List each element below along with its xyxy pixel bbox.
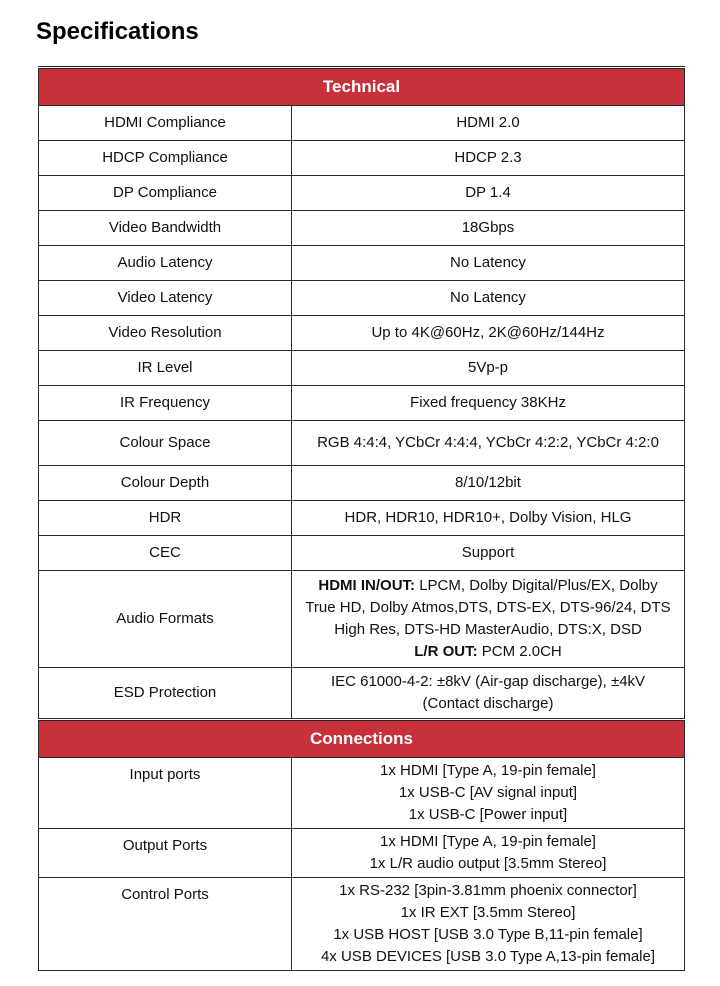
spec-label: Output Ports bbox=[39, 829, 292, 878]
table-row-audio-formats bbox=[39, 571, 685, 668]
spec-label: HDMI Compliance bbox=[39, 106, 292, 141]
spec-label: Video Resolution bbox=[39, 316, 292, 351]
table-row bbox=[39, 246, 685, 281]
spec-value: DP 1.4 bbox=[292, 176, 685, 211]
control-port-line: 1x IR EXT [3.5mm Stereo] bbox=[400, 904, 576, 921]
spec-label: Video Bandwidth bbox=[39, 211, 292, 246]
table-row-output-ports bbox=[39, 829, 685, 878]
spec-label: CEC bbox=[39, 536, 292, 571]
spec-value: HDCP 2.3 bbox=[292, 141, 685, 176]
section-title: Connections bbox=[39, 720, 685, 758]
spec-label: ESD Protection bbox=[39, 668, 292, 720]
table-row bbox=[39, 211, 685, 246]
table-row bbox=[39, 141, 685, 176]
section-header-technical bbox=[39, 68, 685, 106]
table-row bbox=[39, 386, 685, 421]
table-row-input-ports bbox=[39, 758, 685, 829]
esd-line-1: IEC 61000-4-2: ±8kV (Air-gap discharge), ±4kV bbox=[330, 673, 646, 690]
spec-value: 8/10/12bit bbox=[292, 466, 685, 501]
table-row bbox=[39, 466, 685, 501]
table-row bbox=[39, 176, 685, 211]
spec-value: HDR, HDR10, HDR10+, Dolby Vision, HLG bbox=[292, 501, 685, 536]
table-row bbox=[39, 281, 685, 316]
spec-value bbox=[292, 758, 685, 829]
spec-label: Input ports bbox=[39, 758, 292, 829]
table-row bbox=[39, 501, 685, 536]
control-port-line: 4x USB DEVICES [USB 3.0 Type A,13-pin female] bbox=[320, 948, 656, 965]
spec-label: IR Level bbox=[39, 351, 292, 386]
spec-value bbox=[292, 829, 685, 878]
output-port-line: 1x HDMI [Type A, 19-pin female] bbox=[380, 833, 596, 850]
input-port-line: 1x USB-C [AV signal input] bbox=[398, 784, 578, 801]
spec-value bbox=[292, 878, 685, 971]
lr-out-key: L/R OUT: bbox=[414, 643, 478, 660]
spec-value: HDMI 2.0 bbox=[292, 106, 685, 141]
spec-value: Support bbox=[292, 536, 685, 571]
spec-value bbox=[292, 571, 685, 668]
spec-label: HDR bbox=[39, 501, 292, 536]
audio-hdmi-line-3: High Res, DTS-HD MasterAudio, DTS:X, DSD bbox=[334, 621, 642, 638]
spec-label: Colour Depth bbox=[39, 466, 292, 501]
spec-value: No Latency bbox=[292, 281, 685, 316]
table-row bbox=[39, 351, 685, 386]
table-row bbox=[39, 316, 685, 351]
spec-value: RGB 4:4:4, YCbCr 4:4:4, YCbCr 4:2:2, YCbCr 4:2:0 bbox=[292, 421, 685, 466]
spec-value: 18Gbps bbox=[292, 211, 685, 246]
table-row-control-ports bbox=[39, 878, 685, 971]
esd-line-2: (Contact discharge) bbox=[422, 695, 554, 712]
audio-lr-line bbox=[296, 641, 680, 663]
spec-label: HDCP Compliance bbox=[39, 141, 292, 176]
spec-value bbox=[292, 668, 685, 720]
section-header-connections bbox=[39, 720, 685, 758]
input-port-line: 1x HDMI [Type A, 19-pin female] bbox=[380, 762, 596, 779]
control-port-line: 1x USB HOST [USB 3.0 Type B,11-pin female] bbox=[333, 926, 643, 943]
spec-value: Fixed frequency 38KHz bbox=[292, 386, 685, 421]
table-row-esd bbox=[39, 668, 685, 720]
lr-out-text: PCM 2.0CH bbox=[477, 643, 562, 660]
spec-value: No Latency bbox=[292, 246, 685, 281]
spec-value: 5Vp-p bbox=[292, 351, 685, 386]
page-title: Specifications bbox=[36, 18, 199, 45]
table-row bbox=[39, 421, 685, 466]
control-port-line: 1x RS-232 [3pin-3.81mm phoenix connector] bbox=[339, 882, 637, 899]
spec-label: Control Ports bbox=[39, 878, 292, 971]
section-title: Technical bbox=[39, 68, 685, 106]
spec-label: Audio Latency bbox=[39, 246, 292, 281]
spec-label: Colour Space bbox=[39, 421, 292, 466]
table-row bbox=[39, 106, 685, 141]
hdmi-in-out-key: HDMI IN/OUT: bbox=[318, 577, 416, 594]
spec-label: Video Latency bbox=[39, 281, 292, 316]
input-port-line: 1x USB-C [Power input] bbox=[408, 806, 568, 823]
audio-hdmi-line-2: True HD, Dolby Atmos,DTS, DTS-EX, DTS-96/24, DTS bbox=[305, 599, 671, 616]
table-row bbox=[39, 536, 685, 571]
spec-label: DP Compliance bbox=[39, 176, 292, 211]
spec-label: Audio Formats bbox=[39, 571, 292, 668]
hdmi-in-out-text: LPCM, Dolby Digital/Plus/EX, Dolby bbox=[415, 577, 658, 594]
audio-hdmi-line-1 bbox=[296, 575, 680, 597]
spec-value: Up to 4K@60Hz, 2K@60Hz/144Hz bbox=[292, 316, 685, 351]
output-port-line: 1x L/R audio output [3.5mm Stereo] bbox=[369, 855, 607, 872]
specifications-table bbox=[38, 66, 685, 971]
spec-label: IR Frequency bbox=[39, 386, 292, 421]
